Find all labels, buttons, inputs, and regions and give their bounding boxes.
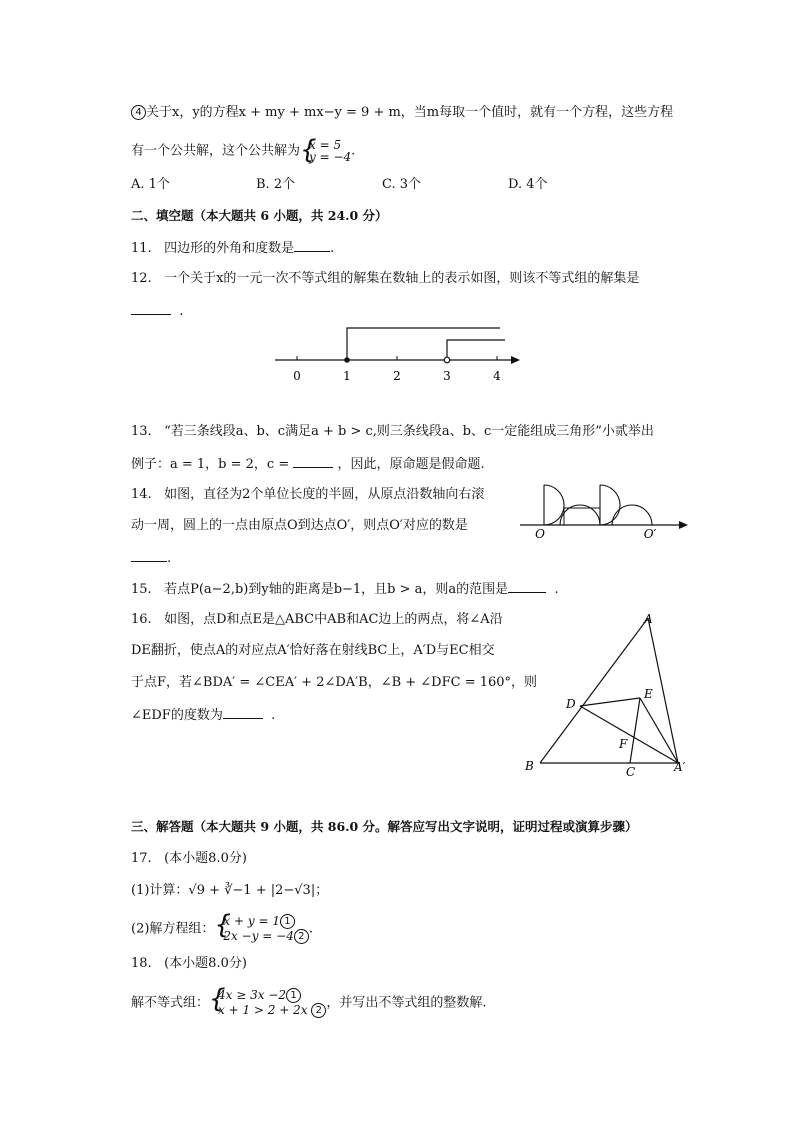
option-a: A. 1个 bbox=[131, 177, 170, 192]
question-14-line3: . bbox=[131, 549, 171, 568]
option-b: B. 2个 bbox=[256, 177, 296, 192]
question-17-part1: (1)计算：√9 + ∛−1 + |2−√3|； bbox=[131, 883, 329, 898]
question-12: 12. 一个关于x的一元一次不等式组的解集在数轴上的表示如图，则该不等式组的解集是 bbox=[131, 271, 640, 286]
section-title-fill-in: 二、填空题（本大题共 6 小题，共 24.0 分） bbox=[131, 208, 388, 223]
tick-label: 1 bbox=[343, 369, 351, 383]
label-B: B bbox=[525, 759, 534, 773]
answer-blank[interactable] bbox=[293, 455, 333, 468]
question-16-line4: ∠EDF的度数为 . bbox=[131, 708, 276, 723]
label-E: E bbox=[644, 687, 653, 701]
question-16-line1: 16. 如图，点D和点E是△ABC中AB和AC边上的两点，将∠A沿 bbox=[131, 612, 503, 627]
label-C: C bbox=[626, 765, 636, 779]
arrow-icon bbox=[511, 356, 520, 364]
q10-item4-line2: 有一个公共解，这个公共解为 { x = 5 y = −4. bbox=[131, 135, 356, 165]
tick-label: 2 bbox=[393, 369, 401, 383]
segment-EA-prime bbox=[640, 698, 678, 763]
closed-point bbox=[344, 357, 350, 363]
question-15: 15. 若点P(a−2,b)到y轴的距离是b−1，且b > a，则a的范围是 . bbox=[131, 582, 559, 597]
q10-item4-line1: 4 关于x，y的方程x + my + mx−y = 9 + m，当m每取一个值时，就有一个方程，这些方程 bbox=[131, 104, 673, 122]
arrow-icon bbox=[679, 521, 688, 529]
label-A-prime: A′ bbox=[674, 760, 686, 774]
segment-EC bbox=[630, 698, 640, 763]
circled-number: 2 bbox=[294, 929, 309, 944]
solution-ray-1 bbox=[347, 328, 500, 360]
circled-number: 2 bbox=[311, 1003, 326, 1018]
question-17-part2: (2)解方程组： { x + y = 1 1 2x −y = −4 2 . bbox=[131, 910, 313, 943]
equation-system: { x + y = 1 1 2x −y = −4 2 bbox=[214, 914, 308, 944]
answer-blank[interactable] bbox=[508, 580, 546, 593]
solution-system: { x = 5 y = −4 bbox=[300, 135, 352, 165]
solution-ray-2 bbox=[447, 340, 505, 360]
question-14-line1: 14. 如图，直径为2个单位长度的半圆，从原点沿数轴向右滚 bbox=[131, 487, 485, 502]
circled-number: 4 bbox=[131, 105, 146, 120]
question-12-blank-line: . bbox=[131, 302, 183, 321]
answer-blank[interactable] bbox=[294, 239, 330, 252]
question-18-header: 18. (本小题8.0分) bbox=[131, 956, 247, 971]
question-11: 11. 四边形的外角和度数是 . bbox=[131, 241, 335, 256]
tick-label: 4 bbox=[493, 369, 501, 383]
answer-blank[interactable] bbox=[131, 549, 167, 562]
question-14-line2: 动一周，圆上的一点由原点O到达点O′，则点O′对应的数是 bbox=[131, 518, 468, 533]
segment-DA-prime bbox=[580, 706, 678, 763]
label-O: O bbox=[535, 527, 545, 541]
question-13-line1: 13. “若三条线段a、b、c满足a + b > c,则三条线段a、b、c一定能组成三角形”小贰举出 bbox=[131, 424, 654, 439]
tick-label: 3 bbox=[443, 369, 451, 383]
option-d: D. 4个 bbox=[508, 177, 548, 192]
rolling-semicircle-figure bbox=[512, 480, 697, 545]
number-line-figure bbox=[270, 318, 530, 388]
question-18-body: 解不等式组： { 4x ≥ 3x −2 1 x + 1 > 2 + 2x 2 ，并写出不等式组的整数解. bbox=[131, 984, 487, 1017]
tick-label: 0 bbox=[293, 369, 301, 383]
open-point bbox=[444, 357, 450, 363]
answer-blank[interactable] bbox=[131, 302, 171, 315]
question-16-line3: 于点F，若∠BDA′ = ∠CEA′ + 2∠DA′B，∠B + ∠DFC = 160°，则 bbox=[131, 675, 538, 690]
question-17-header: 17. (本小题8.0分) bbox=[131, 851, 247, 866]
question-16-line2: DE翻折，使点A的对应点A′恰好落在射线BC上，A′D与EC相交 bbox=[131, 643, 495, 658]
semicircle-3 bbox=[600, 485, 620, 525]
label-D: D bbox=[566, 697, 576, 711]
section-title-solutions: 三、解答题（本大题共 9 小题，共 86.0 分。解答应写出文字说明，证明过程或演算步骤） bbox=[131, 819, 638, 834]
label-F: F bbox=[619, 737, 628, 751]
side-AB bbox=[540, 618, 648, 763]
triangle-figure bbox=[520, 608, 730, 783]
label-A: A bbox=[644, 612, 653, 626]
question-13-line2: 例子：a = 1，b = 2，c = ，因此，原命题是假命题. bbox=[131, 457, 485, 472]
label-O-prime: O′ bbox=[643, 527, 657, 541]
inequality-system: { 4x ≥ 3x −2 1 x + 1 > 2 + 2x 2 bbox=[209, 988, 326, 1018]
option-c: C. 3个 bbox=[382, 177, 422, 192]
circled-number: 1 bbox=[286, 988, 301, 1003]
segment-DE bbox=[580, 698, 640, 706]
answer-blank[interactable] bbox=[223, 706, 263, 719]
circled-number: 1 bbox=[280, 914, 295, 929]
